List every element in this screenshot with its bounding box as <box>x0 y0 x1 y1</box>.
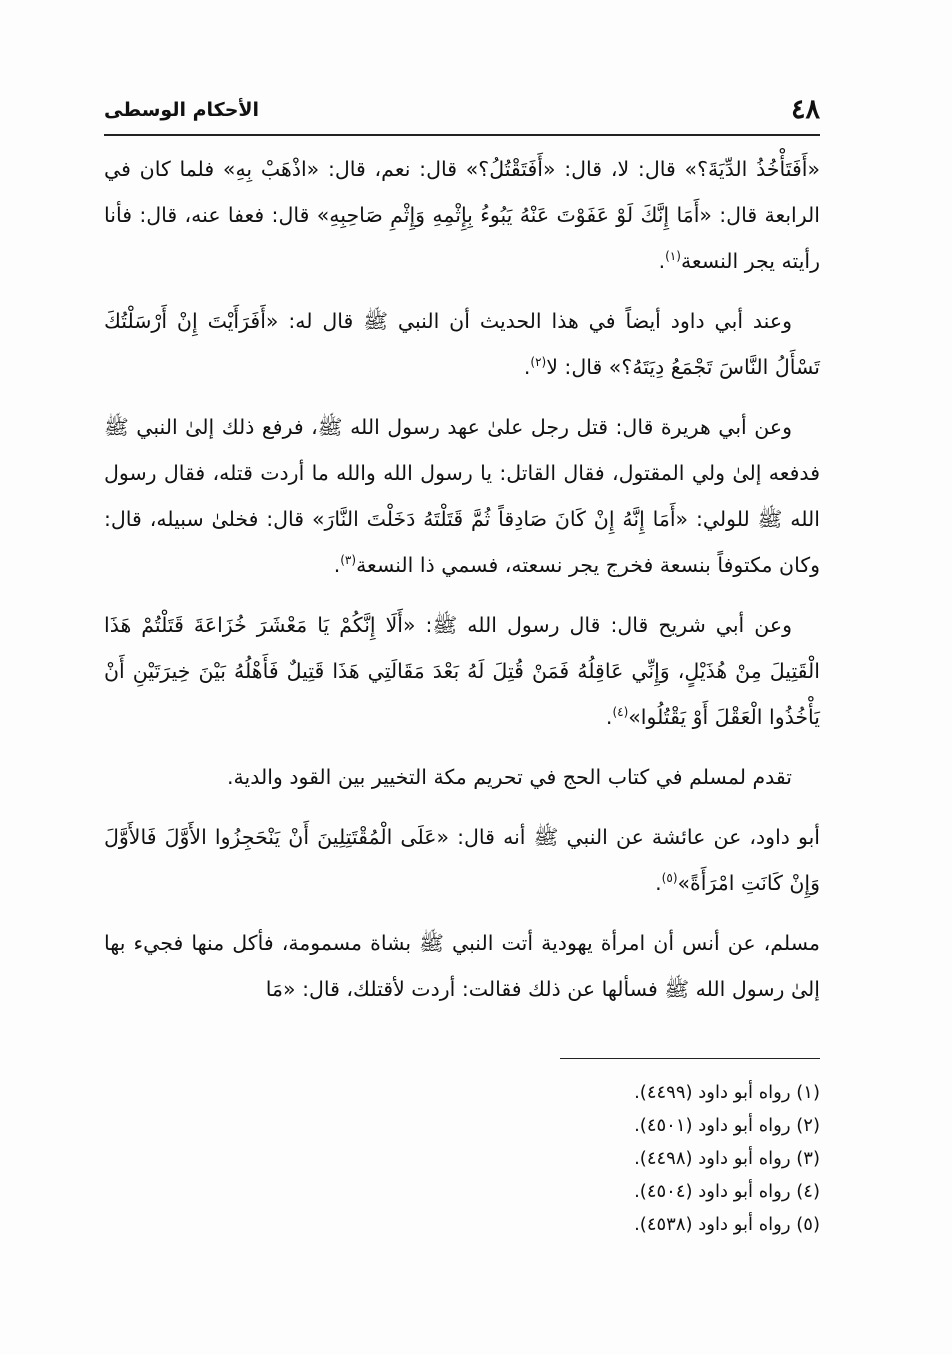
footnotes <box>104 1076 820 1241</box>
paragraph: وعن أبي شريح قال: قال رسول الله ﷺ: «أَلَا إِنَّكُمْ يَا مَعْشَرَ خُزَاعَةَ قَتَلْتُمْ هَذَا الْقَتِيلَ مِنْ هُذَيْلٍ، وَإِنِّي عَاقِلُهُ فَمَنْ قُتِلَ لَهُ بَعْدَ مَقَالَتِي هَذَا قَتِيلٌ فَأَهْلُهُ بَيْنَ خِيرَتَيْنِ أَنْ يَأْخُذُوا الْعَقْلَ أَوْ يَقْتُلُوا»$^{(٤)}$. <box>104 613 820 729</box>
body-text <box>104 146 820 1026</box>
page-header <box>104 92 820 128</box>
paragraph: تقدم لمسلم في كتاب الحج في تحريم مكة التخيير بين القود والدية. <box>227 765 792 789</box>
footnote: (١) رواه أبو داود (٤٤٩٩). <box>634 1082 820 1103</box>
footnote: (٤) رواه أبو داود (٤٥٠٤). <box>634 1181 820 1202</box>
paragraph: «أَفَتَأْخُذُ الدِّيَةَ؟» قال: لا، قال: «أَفَتَقْتُلُ؟» قال: نعم، قال: «اذْهَبْ بِهِ» فلما كان في الرابعة قال: «أَمَا إِنَّكَ لَوْ عَفَوْتَ عَنْهُ يَبُوءُ بِإِثْمِهِ وَإِثْمِ صَاحِبِهِ» قال: فعفا عنه، قال: فأنا رأيته يجر النسعة$^{(١)}$. <box>104 157 820 273</box>
header-divider <box>104 134 820 136</box>
footnote-reference: (٤) <box>612 705 629 720</box>
paragraph: أبو داود، عن عائشة عن النبي ﷺ أنه قال: «عَلَى الْمُقْتَتِلِينَ أَنْ يَنْحَجِزُوا الأَوَّلَ فَالأَوَّلَ وَإِنْ كَانَتِ امْرَأَةً»$^{(٥)}$. <box>104 825 820 895</box>
book-title: الأحكام الوسطى <box>104 99 260 121</box>
footnote: (٢) رواه أبو داود (٤٥٠١). <box>634 1115 820 1136</box>
paragraph: وعن أبي هريرة قال: قتل رجل علىٰ عهد رسول الله ﷺ، فرفع ذلك إلىٰ النبي ﷺ فدفعه إلىٰ ولي المقتول، فقال القاتل: يا رسول الله والله ما أردت قتله، فقال رسول الله ﷺ للولي: «أَمَا إِنَّهُ إِنْ كَانَ صَادِقاً ثُمَّ قَتَلْتَهُ دَخَلْتَ النَّارَ» قال: فخلىٰ سبيله، قال: وكان مكتوفاً بنسعة فخرج يجر نسعته، فسمي ذا النسعة$^{(٣)}$. <box>104 415 820 577</box>
footnote-reference: (٢) <box>530 355 547 370</box>
paragraph: مسلم، عن أنس أن امرأة يهودية أتت النبي ﷺ بشاة مسمومة، فأكل منها فجيء بها إلىٰ رسول الله ﷺ فسألها عن ذلك فقالت: أردت لأقتلك، قال: «مَا <box>104 931 820 1001</box>
footnote: (٥) رواه أبو داود (٤٥٣٨). <box>634 1214 820 1235</box>
page-number: ٤٨ <box>790 94 820 125</box>
footnote-reference: (١) <box>665 249 681 264</box>
footnote-divider <box>560 1058 820 1059</box>
footnote-reference: (٣) <box>340 553 357 568</box>
footnote-reference: (٥) <box>661 871 678 886</box>
paragraph: وعند أبي داود أيضاً في هذا الحديث أن النبي ﷺ قال له: «أَفَرَأَيْتَ إِنْ أَرْسَلْتُكَ تَسْأَلُ النَّاسَ تَجْمَعُ دِيَتَهُ؟» قال: لا$^{(٢)}$. <box>104 309 820 379</box>
footnote: (٣) رواه أبو داود (٤٤٩٨). <box>634 1148 820 1169</box>
